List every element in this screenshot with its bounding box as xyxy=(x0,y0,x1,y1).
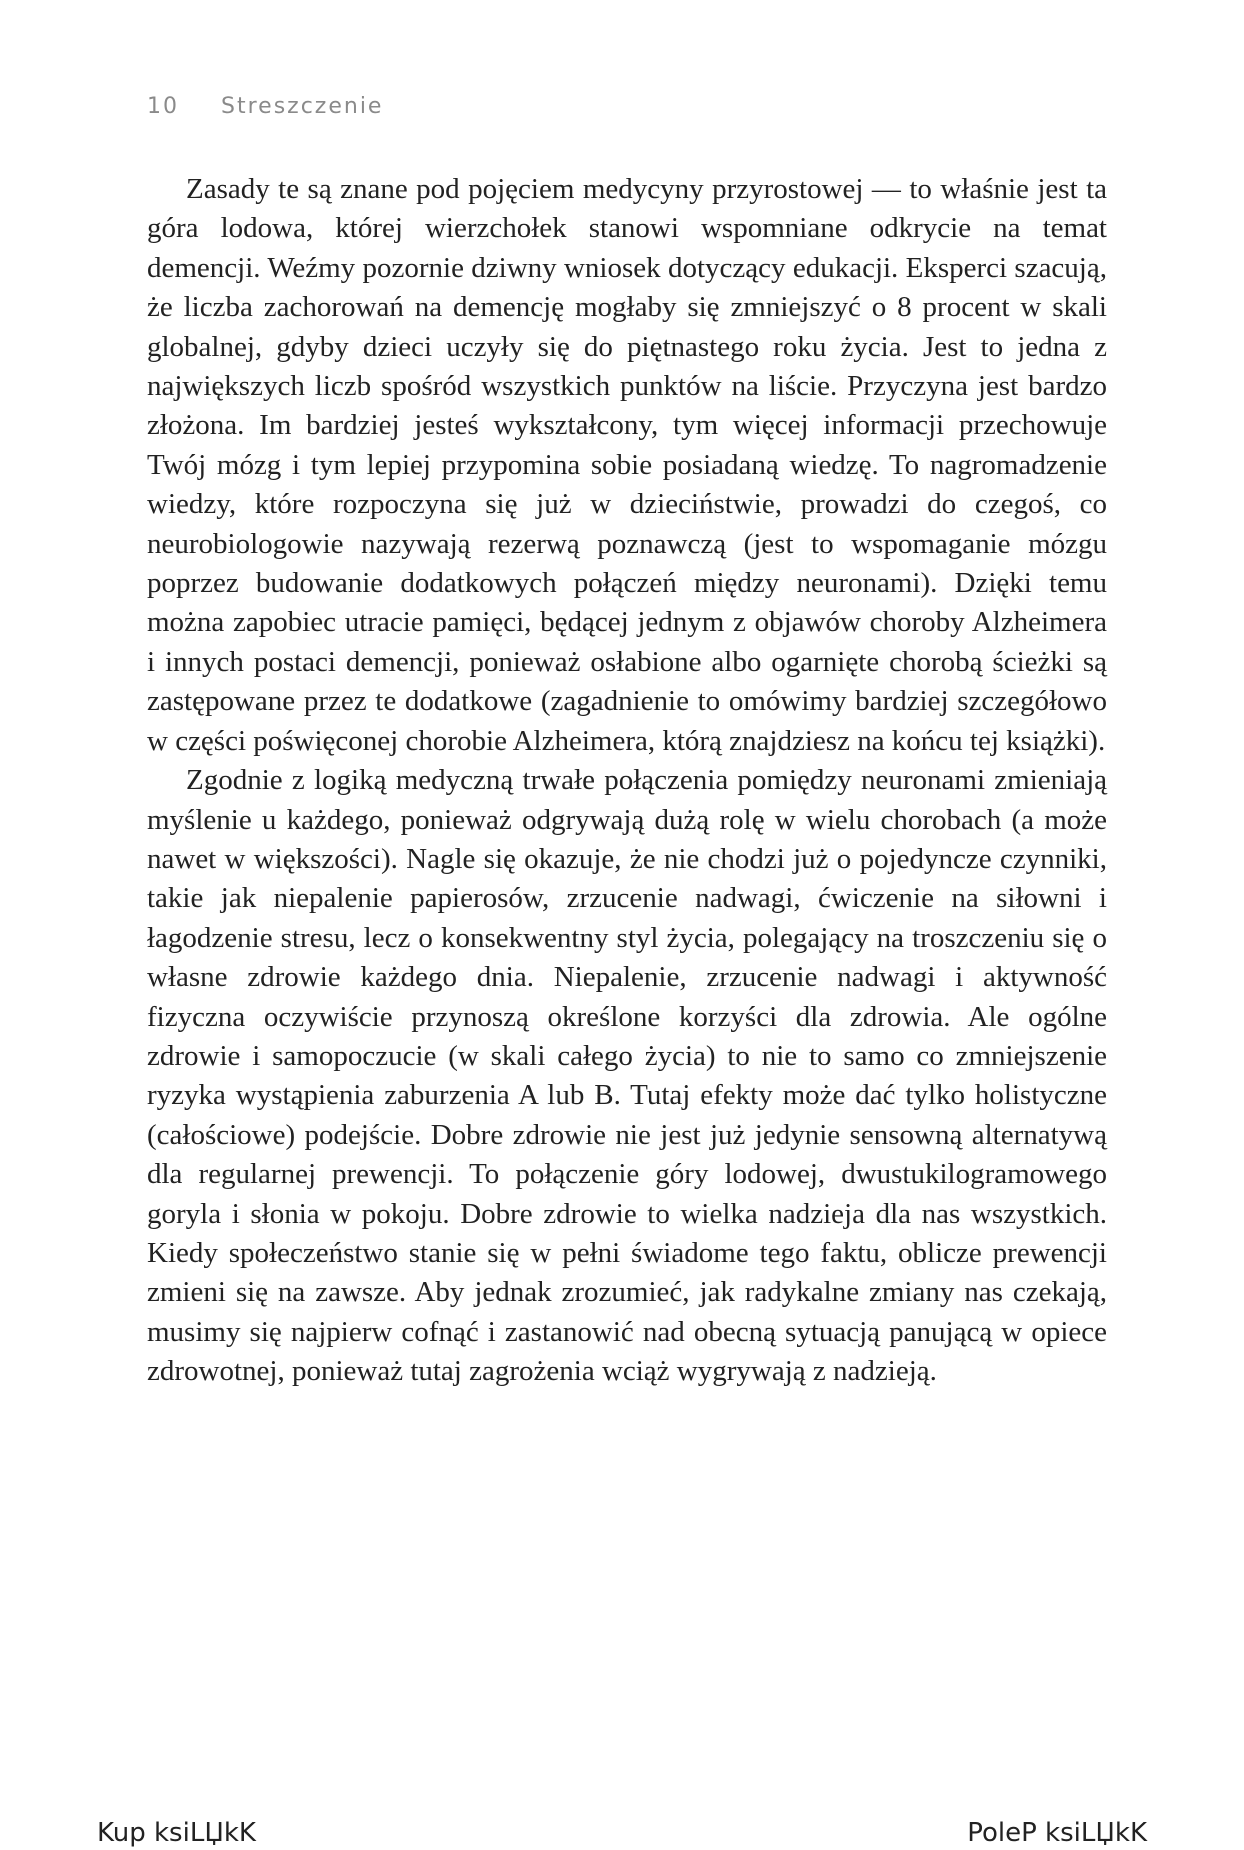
buy-book-link[interactable]: Kup ksiLЏkK xyxy=(97,1818,256,1848)
body-text xyxy=(147,170,1107,1392)
page-number: 10 xyxy=(147,94,179,119)
paragraph: Zasady te są znane pod pojęciem medycyny przyrostowej — to właśnie jest ta góra lodowa, której wierzchołek stanowi wspomniane odkrycie na temat demencji. Weźmy pozornie dziwny wniosek dotyczący edukacji. Eksperci szacują, że liczba zachorowań na demencję mogłaby się zmniejszyć o 8 procent w skali globalnej, gdyby dzieci uczyły się do piętnastego roku życia. Jest to jedna z największych liczb spośród wszystkich punktów na liście. Przyczyna jest bardzo złożona. Im bardziej jesteś wykształcony, tym więcej informacji przechowuje Twój mózg i tym lepiej przypomina sobie posiadaną wiedzę. To nagromadzenie wiedzy, które rozpoczyna się już w dzieciństwie, prowadzi do czegoś, co neurobiologowie nazywają rezerwą poznawczą (jest to wspomaganie mózgu poprzez budowanie dodatkowych połączeń między neuronami). Dzięki temu można zapobiec utracie pamięci, będącej jednym z objawów choroby Alzheimera i innych postaci demencji, ponieważ osłabione albo ogarnięte chorobą ścieżki są zastępowane przez te dodatkowe (zagadnienie to omówimy bardziej szczegółowo w części poświęconej chorobie Alzheimera, którą znajdziesz na końcu tej książki). xyxy=(147,173,1107,757)
recommend-book-link[interactable]: PoleP ksiLЏkK xyxy=(967,1818,1147,1848)
running-head xyxy=(147,94,383,119)
paragraph: Zgodnie z logiką medyczną trwałe połączenia pomiędzy neuronami zmieniają myślenie u każdego, ponieważ odgrywają dużą rolę w wielu chorobach (a może nawet w większości). Nagle się okazuje, że nie chodzi już o pojedyncze czynniki, takie jak niepalenie papierosów, zrzucenie nadwagi, ćwiczenie na siłowni i łagodzenie stresu, lecz o konsekwentny styl życia, polegający na troszczeniu się o własne zdrowie każdego dnia. Niepalenie, zrzucenie nadwagi i aktywność fizyczna oczywiście przynoszą określone korzyści dla zdrowia. Ale ogólne zdrowie i samopoczucie (w skali całego życia) to nie to samo co zmniejszenie ryzyka wystąpienia zaburzenia A lub B. Tutaj efekty może dać tylko holistyczne (całościowe) podejście. Dobre zdrowie nie jest już jedynie sensowną alternatywą dla regularnej prewencji. To połączenie góry lodowej, dwustukilogramowego goryla i słonia w pokoju. Dobre zdrowie to wielka nadzieja dla nas wszystkich. Kiedy społeczeństwo stanie się w pełni świadome tego faktu, oblicze prewencji zmieni się na zawsze. Aby jednak zrozumieć, jak radykalne zmiany nas czekają, musimy się najpierw cofnąć i zastanowić nad obecną sytuacją panującą w opiece zdrowotnej, ponieważ tutaj zagrożenia wciąż wygrywają z nadzieją. xyxy=(147,764,1107,1388)
chapter-title: Streszczenie xyxy=(221,94,384,119)
